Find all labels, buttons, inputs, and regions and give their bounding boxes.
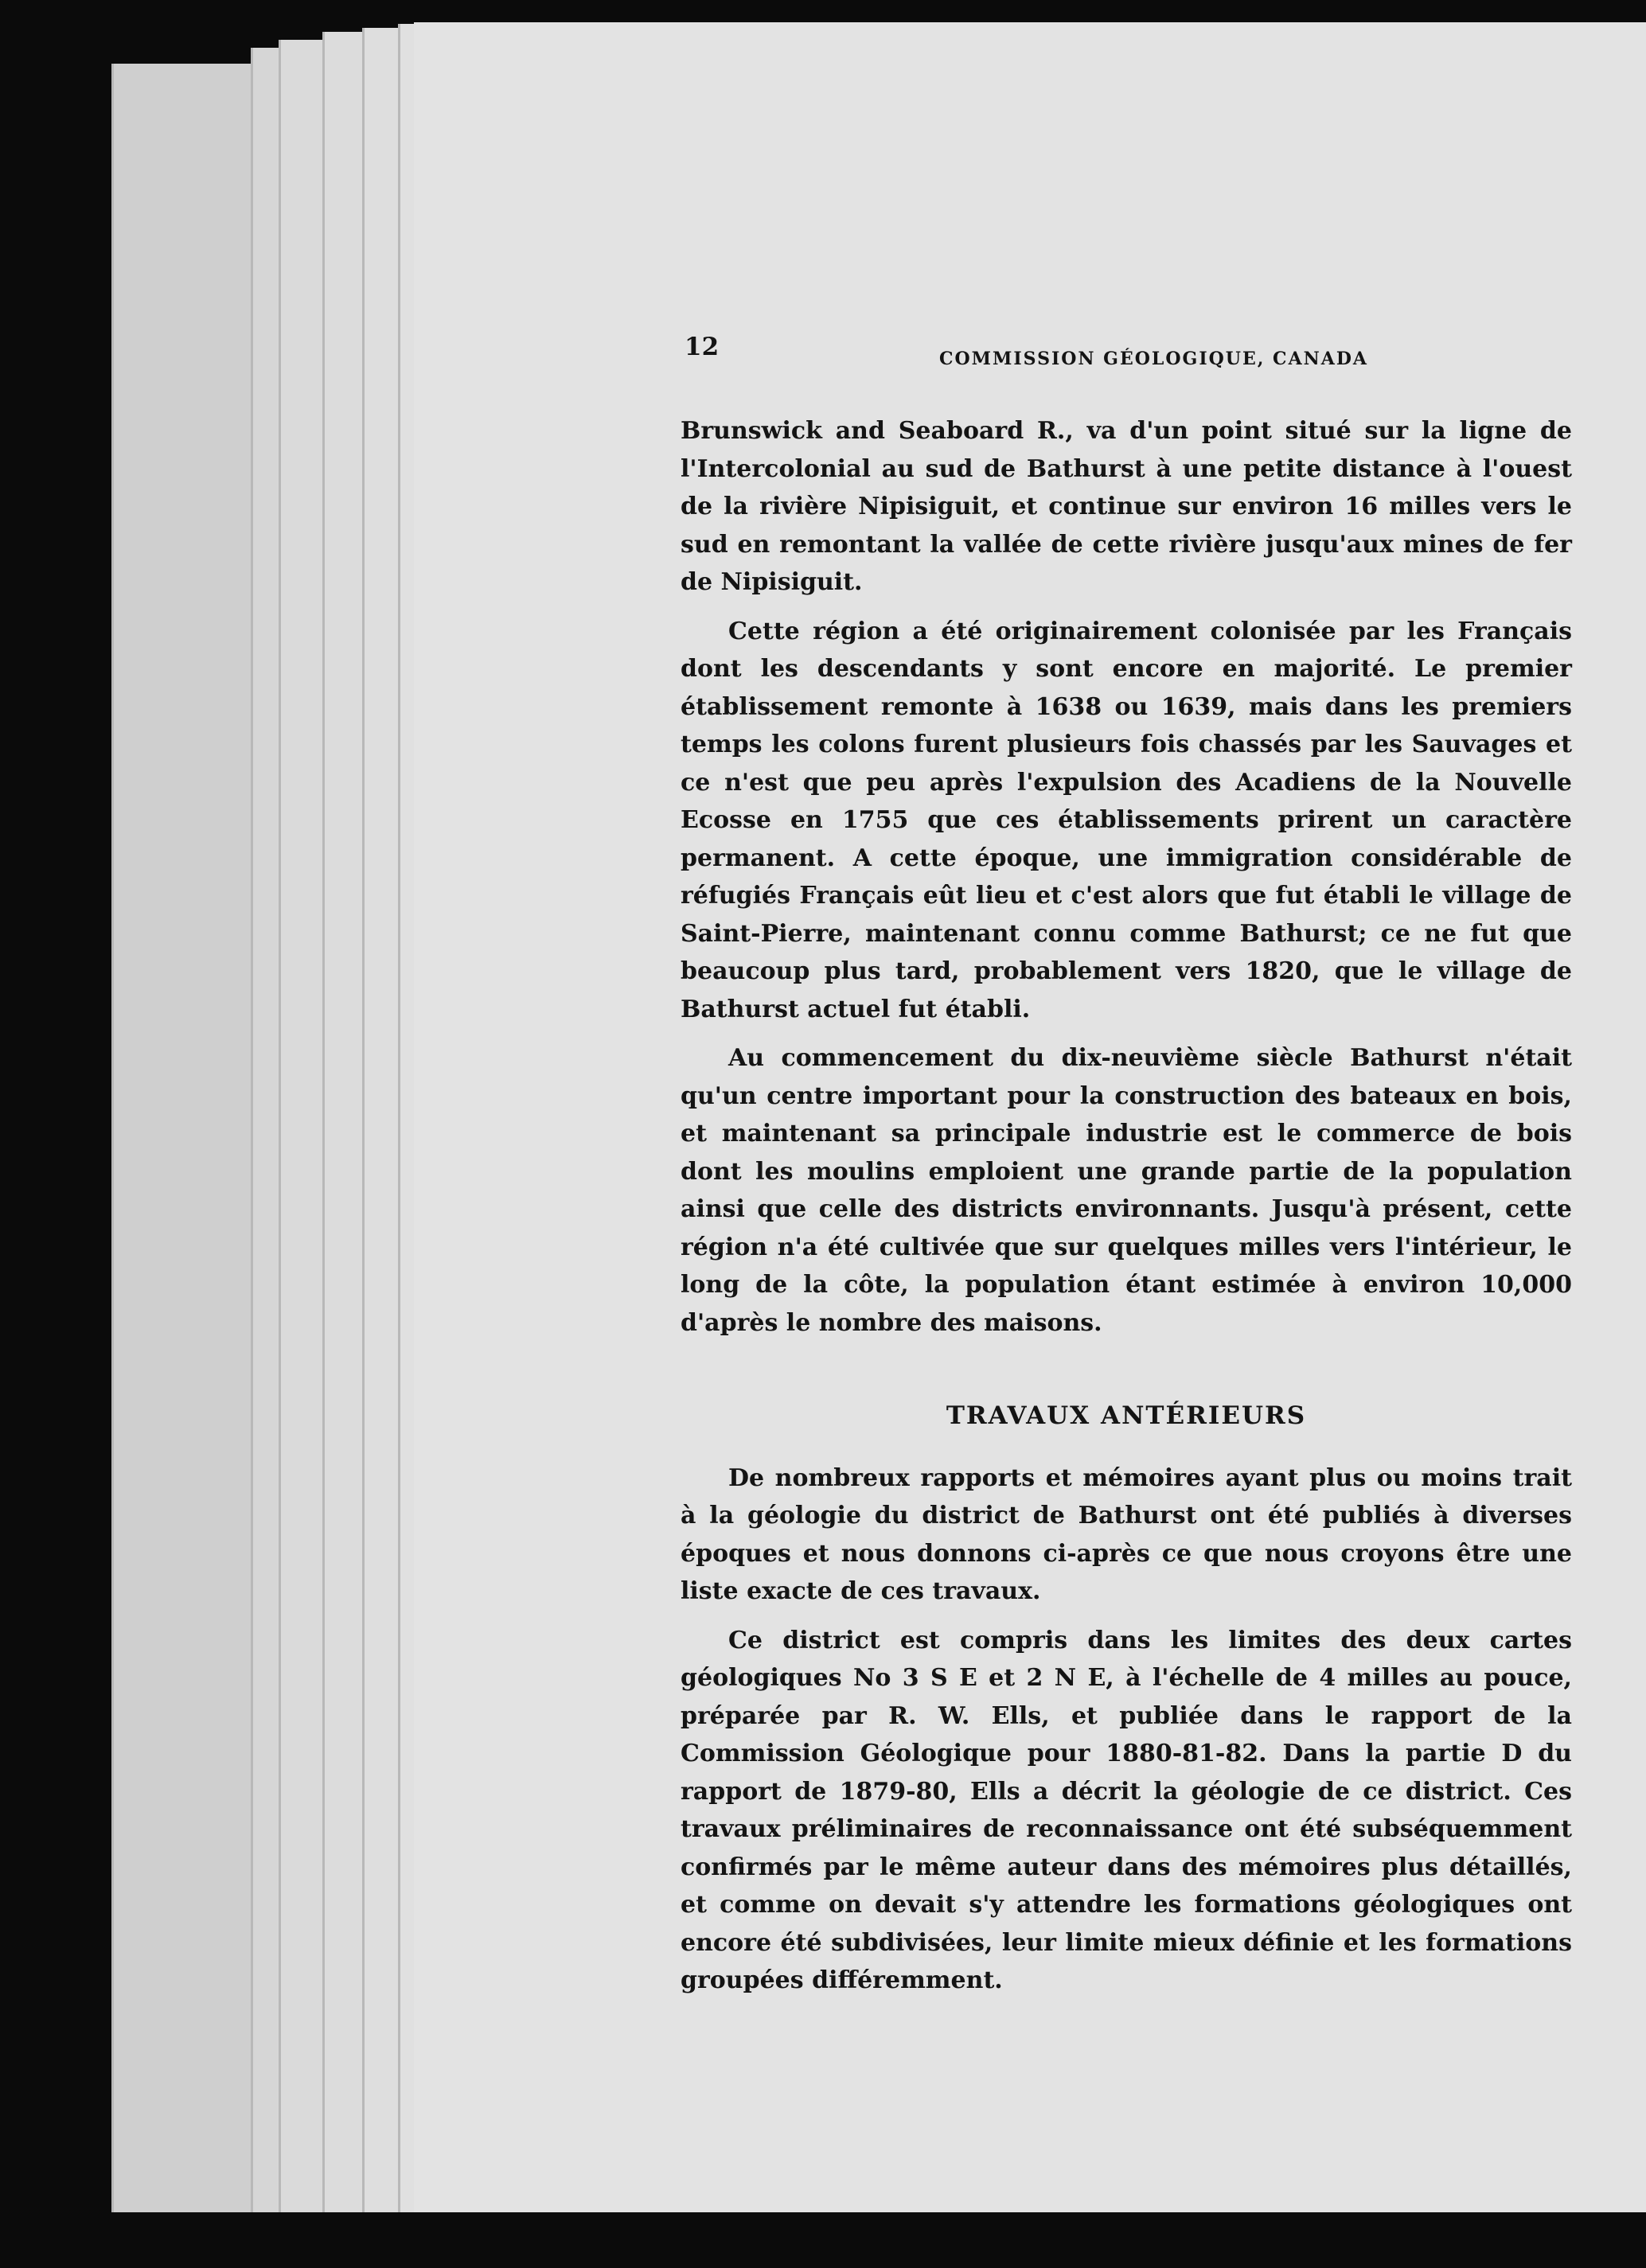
paragraph-4: De nombreux rapports et mémoires ayant plus ou moins trait à la géologie du district de Bathurst ont été publiés à diverses époques et nous donnons ci-après ce que nous croyons être une liste exacte de ces travaux.: [681, 1463, 1572, 1605]
paragraph-1: Brunswick and Seaboard R., va d'un point situé sur la ligne de l'Intercolonial au sud de Bathurst à une petite distance à l'ouest de la rivière Nipisiguit, et continue sur environ 16 milles vers le sud en remontant la vallée de cette rivière jusqu'aux mines de fer de Nipisiguit.: [681, 417, 1572, 596]
running-head: COMMISSION GÉOLOGIQUE, CANADA: [939, 349, 1368, 369]
document-body: [681, 412, 1572, 2011]
paragraph-2: Cette région a été originairement colonisée par les Français dont les descendants y sont encore en majorité. Le premier établissement remonte à 1638 ou 1639, mais dans les premiers temps les colons furent plusieurs fois chassés par les Sauvages et ce n'est que peu après l'expulsion des Acadiens de la Nouvelle Ecosse en 1755 que ces établissements prirent un caractère permanent. A cette époque, une immigration considérable de réfugiés Français eût lieu et c'est alors que fut établi le village de Saint-Pierre, maintenant connu comme Bathurst; ce ne fut que beaucoup plus tard, probablement vers 1820, que le village de Bathurst actuel fut établi.: [681, 617, 1572, 1023]
paragraph-5: Ce district est compris dans les limites des deux cartes géologiques No 3 S E et 2 N E, à l'échelle de 4 milles au pouce, préparée par R. W. Ells, et publiée dans le rapport de la Commission Géologique pour 1880-81-82. Dans la partie D du rapport de 1879-80, Ells a décrit la géologie de ce district. Ces travaux préliminaires de reconnaissance ont été subséquemment confirmés par le même auteur dans des mémoires plus détaillés, et comme on devait s'y attendre les formations géologiques ont encore été subdivisées, leur limite mieux définie et les formations groupées différemment.: [681, 1626, 1572, 1994]
section-title: TRAVAUX ANTÉRIEURS: [946, 1401, 1307, 1430]
document-page: [414, 22, 1646, 2212]
page-number: 12: [685, 333, 720, 361]
paragraph-3: Au commencement du dix-neuvième siècle Bathurst n'était qu'un centre important pour la construction des bateaux en bois, et maintenant sa principale industrie est le commerce de bois dont les moulins emploient une grande partie de la population ainsi que celle des districts environnants. Jusqu'à présent, cette région n'a été cultivée que sur quelques milles vers l'intérieur, le long de la côte, la population étant estimée à environ 10,000 d'après le nombre des maisons.: [681, 1044, 1572, 1337]
